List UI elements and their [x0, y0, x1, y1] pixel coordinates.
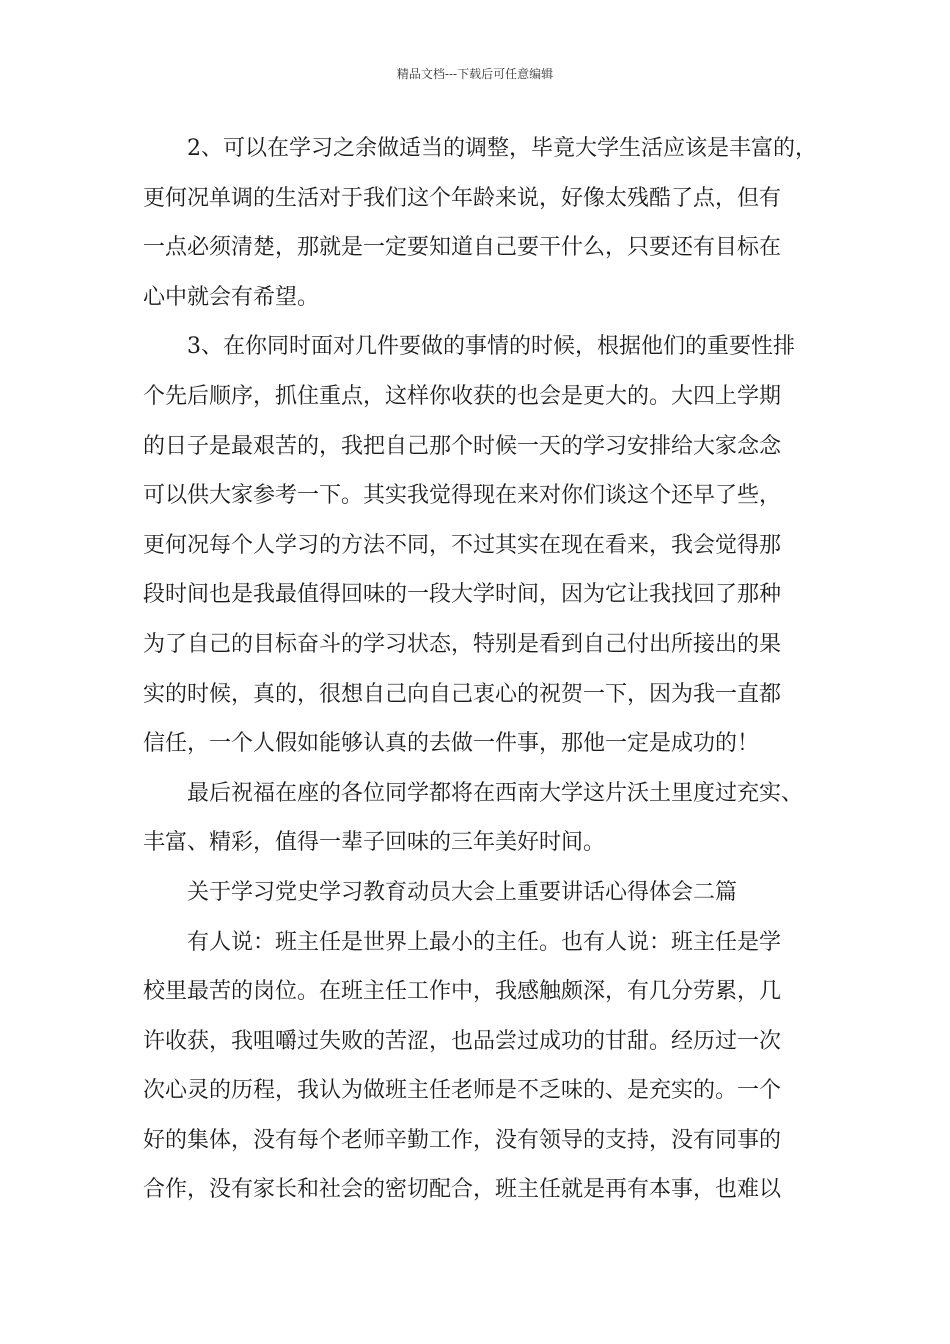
- text-line: 更何况单调的生活对于我们这个年龄来说，好像太残酷了点，但有: [143, 185, 782, 211]
- text-line: 许收获，我咀嚼过失败的苦涩，也品尝过成功的甘甜。经历过一次: [143, 1028, 782, 1054]
- text-line: 实的时候，真的，很想自己向自己衷心的祝贺一下，因为我一直都: [143, 681, 782, 707]
- text-line: 可以供大家参考一下。其实我觉得现在来对你们谈这个还早了些，: [143, 483, 782, 509]
- text-line: 有人说：班主任是世界上最小的主任。也有人说：班主任是学: [187, 929, 782, 955]
- text-line: 一点必须清楚，那就是一定要知道自己要干什么，只要还有目标在: [143, 235, 782, 261]
- text-line: 好的集体，没有每个老师辛勤工作，没有领导的支持，没有同事的: [143, 1127, 782, 1153]
- heading-line: 关于学习党史学习教育动员大会上重要讲话心得体会二篇: [187, 879, 738, 905]
- paragraph: [143, 322, 815, 768]
- text-line: 心中就会有希望。: [143, 284, 320, 310]
- section-heading: [143, 868, 815, 918]
- text-line: 段时间也是我最值得回味的一段大学时间，因为它让我找回了那种: [143, 582, 782, 608]
- text-line: 校里最苦的岗位。在班主任工作中，我感触颇深，有几分劳累，几: [143, 979, 782, 1005]
- text-line: 的日子是最艰苦的，我把自己那个时候一天的学习安排给大家念念: [143, 433, 782, 459]
- paragraph: [143, 918, 815, 1216]
- text-line: 2、可以在学习之余做适当的调整，毕竟大学生活应该是丰富的，: [187, 136, 817, 161]
- text-line: 个先后顺序，抓住重点，这样你收获的也会是更大的。大四上学期: [143, 383, 782, 409]
- text-line: 为了自己的目标奋斗的学习状态，特别是看到自己付出所接出的果: [143, 631, 782, 657]
- text-line: 更何况每个人学习的方法不同，不过其实在现在看来，我会觉得那: [143, 532, 782, 558]
- text-line: 丰富、精彩，值得一辈子回味的三年美好时间。: [143, 830, 606, 856]
- text-line: 合作，没有家长和社会的密切配合，班主任就是再有本事，也难以: [143, 1177, 782, 1203]
- paragraph: [143, 769, 815, 868]
- page-header: 精品文档---下载后可任意编辑: [396, 67, 554, 81]
- text-line: 信任，一个人假如能够认真的去做一件事，那他一定是成功的！: [143, 731, 760, 757]
- paragraph: [143, 124, 815, 322]
- document-body: [143, 124, 815, 1215]
- text-line: 次心灵的历程，我认为做班主任老师是不乏味的、是充实的。一个: [143, 1078, 782, 1104]
- text-line: 最后祝福在座的各位同学都将在西南大学这片沃土里度过充实、: [187, 780, 804, 806]
- text-line: 3、在你同时面对几件要做的事情的时候，根据他们的重要性排: [187, 334, 795, 360]
